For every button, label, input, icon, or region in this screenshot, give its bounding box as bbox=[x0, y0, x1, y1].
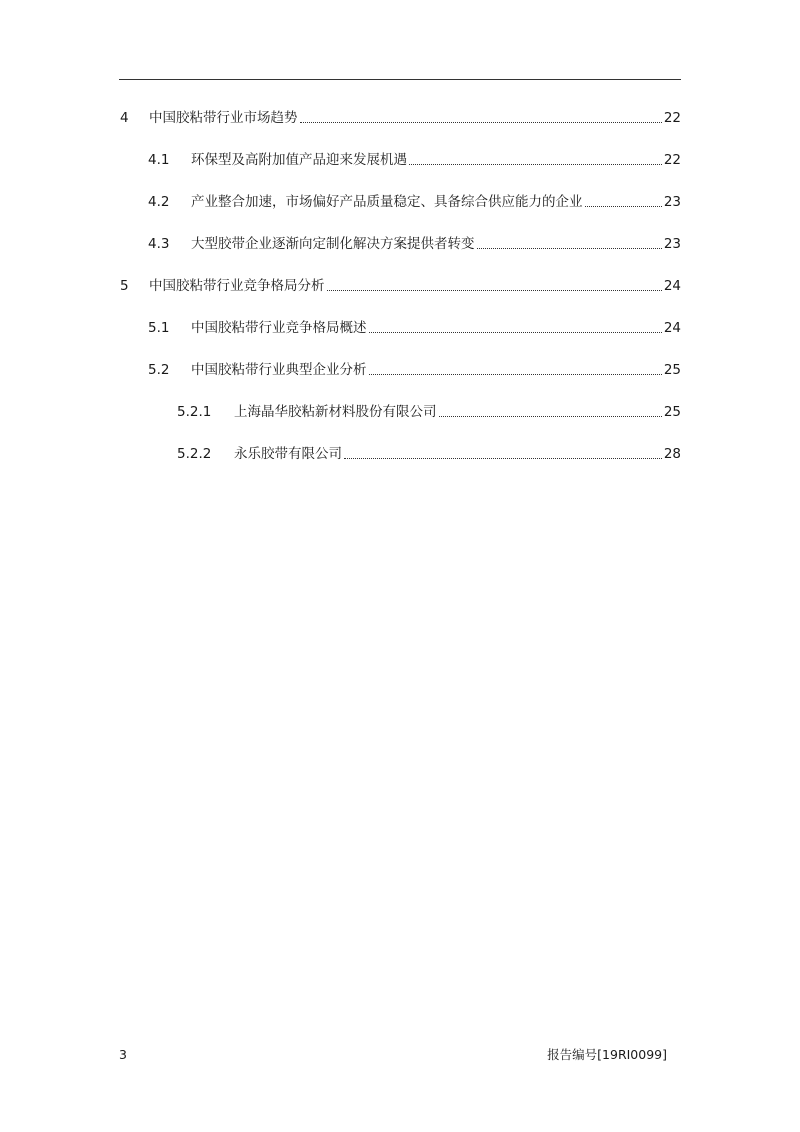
toc-entry-4-3[interactable] bbox=[148, 234, 681, 254]
toc-entry-page: 25 bbox=[663, 362, 681, 378]
page-number: 3 bbox=[119, 1047, 127, 1062]
toc-dot-leader bbox=[409, 164, 662, 165]
toc-entry-number: 5.2.1 bbox=[177, 404, 212, 420]
toc-entry-5-2[interactable] bbox=[148, 360, 681, 380]
toc-dot-leader bbox=[477, 248, 662, 249]
report-number: 报告编号[19RI0099] bbox=[547, 1047, 667, 1062]
toc-entry-4[interactable] bbox=[120, 108, 681, 128]
header-rule bbox=[119, 79, 681, 80]
toc-entry-page: 22 bbox=[663, 110, 681, 126]
toc-dot-leader bbox=[369, 374, 662, 375]
toc-entry-number: 4 bbox=[120, 110, 129, 126]
toc-entry-4-2[interactable] bbox=[148, 192, 681, 212]
toc-entry-title: 中国胶粘带行业市场趋势 bbox=[149, 110, 298, 126]
toc-entry-number: 5.1 bbox=[148, 320, 170, 336]
toc-entry-page: 24 bbox=[663, 320, 681, 336]
toc-entry-5[interactable] bbox=[120, 276, 681, 296]
toc-entry-title: 上海晶华胶粘新材料股份有限公司 bbox=[234, 404, 437, 420]
toc-entry-page: 22 bbox=[663, 152, 681, 168]
toc-entry-title: 中国胶粘带行业典型企业分析 bbox=[191, 362, 367, 378]
toc-entry-title: 永乐胶带有限公司 bbox=[234, 446, 342, 462]
toc-entry-number: 5.2.2 bbox=[177, 446, 212, 462]
toc-entry-page: 23 bbox=[663, 194, 681, 210]
toc-entry-title: 大型胶带企业逐渐向定制化解决方案提供者转变 bbox=[191, 236, 475, 252]
toc-dot-leader bbox=[327, 290, 662, 291]
toc-dot-leader bbox=[585, 206, 662, 207]
toc-entry-page: 24 bbox=[663, 278, 681, 294]
toc-dot-leader bbox=[300, 122, 662, 123]
toc-entry-4-1[interactable] bbox=[148, 150, 681, 170]
toc-entry-number: 4.3 bbox=[148, 236, 170, 252]
toc-entry-5-2-2[interactable] bbox=[177, 444, 681, 464]
toc-dot-leader bbox=[439, 416, 662, 417]
toc-entry-number: 5.2 bbox=[148, 362, 170, 378]
toc-entry-5-1[interactable] bbox=[148, 318, 681, 338]
toc-entry-number: 5 bbox=[120, 278, 129, 294]
toc-entry-number: 4.2 bbox=[148, 194, 170, 210]
toc-entry-title: 中国胶粘带行业竞争格局分析 bbox=[149, 278, 325, 294]
toc-entry-page: 25 bbox=[663, 404, 681, 420]
toc-dot-leader bbox=[344, 458, 662, 459]
toc-entry-5-2-1[interactable] bbox=[177, 402, 681, 422]
toc-dot-leader bbox=[369, 332, 662, 333]
toc-entry-number: 4.1 bbox=[148, 152, 170, 168]
toc-entry-page: 23 bbox=[663, 236, 681, 252]
toc-entry-title: 环保型及高附加值产品迎来发展机遇 bbox=[191, 152, 407, 168]
toc-entry-title: 中国胶粘带行业竞争格局概述 bbox=[191, 320, 367, 336]
toc-entry-page: 28 bbox=[663, 446, 681, 462]
toc-entry-title: 产业整合加速，市场偏好产品质量稳定、具备综合供应能力的企业 bbox=[191, 194, 583, 210]
page-footer bbox=[119, 1045, 681, 1065]
